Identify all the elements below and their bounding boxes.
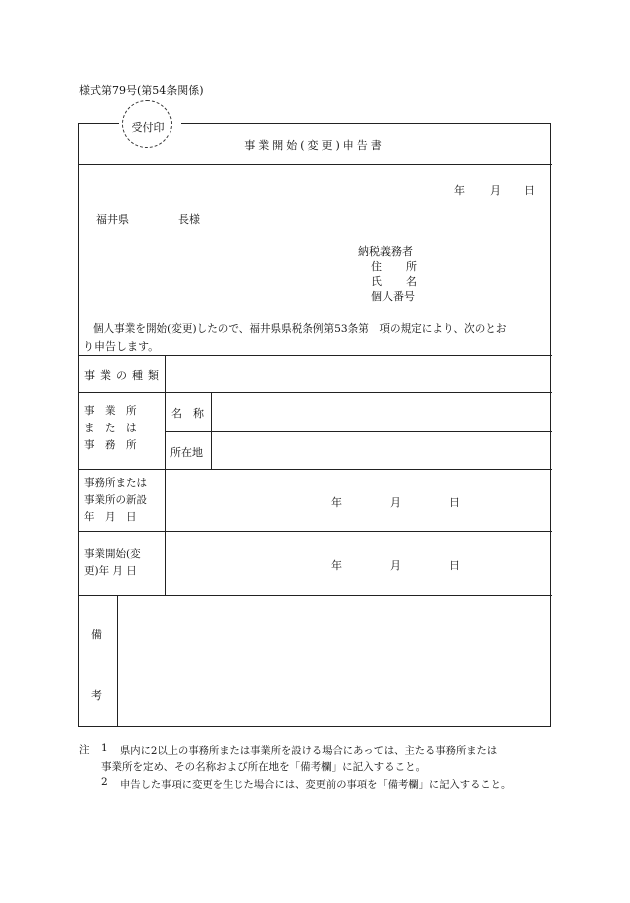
rule-established [78,531,552,532]
rule-sub-label-column [211,392,212,469]
rule-label-column [165,355,166,595]
office-name-label: 名 称 [171,407,204,420]
declaration-line-1: 個人事業を開始(変更)したので、福井県県税条例第53条第 項の規定により、次のとお [93,323,507,335]
notes-prefix: 注 [79,744,90,756]
established-label-line-3: 年 月 日 [84,511,137,523]
start-change-year: 年 [331,559,342,572]
start-change-label [84,546,164,580]
note-1-line-2: 事業所を定め、その名称および所在地を「備考欄」に記入すること。 [101,761,427,773]
office-location-label: 所在地 [170,446,203,459]
taxpayer-name-label: 氏 名 [371,275,417,288]
addressee-suffix: 長様 [178,213,200,226]
note-2-line-1: 申告した事項に変更を生じた場合には、変更前の事項を「備考欄」に記入すること。 [120,779,512,791]
business-type-label: 事業の種類 [84,369,164,382]
remarks-label-char-1: 備 [91,628,102,641]
note-2-number: 2 [101,776,108,788]
office-label [84,403,160,454]
form-title: 事業開始(変更)申告書 [244,139,385,152]
declaration-line-2: り申告します。 [83,340,160,353]
taxpayer-address-label: 住 所 [371,260,417,273]
established-day: 日 [449,496,460,509]
office-label-line-2: ま た は [84,422,137,434]
rule-office [78,469,552,470]
filing-date-day: 日 [524,184,535,197]
remarks-label-char-2: 考 [91,689,102,702]
taxpayer-id-label: 個人番号 [371,290,415,303]
office-label-line-1: 事 業 所 [84,405,137,417]
office-label-line-3: 事 務 所 [84,439,137,451]
rule-business-type [78,392,552,393]
form-number: 様式第79号(第54条関係) [79,84,204,97]
established-year: 年 [331,496,342,509]
note-1-line-1: 県内に2以上の事務所または事業所を設ける場合にあっては、主たる事務所または [120,745,498,757]
rule-office-name [165,431,552,432]
established-label-line-1: 事務所または [84,477,147,489]
reception-stamp-label: 受付印 [126,119,170,135]
start-change-day: 日 [449,559,460,572]
start-change-label-line-2: 更)年 月 日 [84,565,137,577]
established-label-line-2: 事業所の新設 [84,494,147,506]
rule-declaration [78,355,552,356]
established-label [84,475,162,526]
rule-start-change [78,595,552,596]
established-month: 月 [390,496,401,509]
note-1-number: 1 [101,742,108,754]
rule-title [78,164,552,165]
start-change-month: 月 [390,559,401,572]
filing-date-month: 月 [490,184,501,197]
filing-date-year: 年 [454,184,465,197]
addressee-prefecture: 福井県 [96,213,129,226]
rule-remarks-column [117,595,118,727]
taxpayer-heading: 納税義務者 [358,245,413,258]
start-change-label-line-1: 事業開始(変 [84,548,141,560]
